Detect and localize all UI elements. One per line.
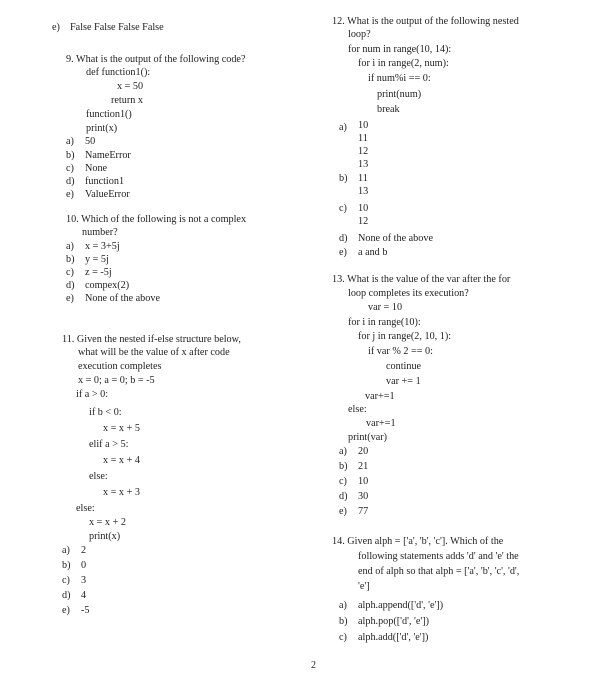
option-text: 12 [358, 146, 369, 157]
option-text: a and b [358, 247, 388, 258]
option-letter: c) [339, 203, 347, 214]
option-text: 50 [85, 136, 96, 147]
question-stem: 12. What is the output of the following nested [332, 16, 519, 27]
option-letter: d) [339, 233, 348, 244]
option-letter: a) [339, 600, 347, 611]
option-letter: d) [66, 280, 75, 291]
code-line: for j in range(2, 10, 1): [358, 331, 452, 342]
code-line: if b < 0: [89, 407, 122, 418]
question-stem: execution completes [78, 361, 162, 372]
code-line: x = x + 2 [89, 517, 126, 528]
code-line: var = 10 [368, 302, 403, 313]
question-stem: 14. Given alph = ['a', 'b', 'c']. Which of the [332, 536, 504, 547]
question-stem: 13. What is the value of the var after the for [332, 274, 511, 285]
option-text: compex(2) [85, 280, 130, 291]
option-text: x = 3+5j [85, 241, 120, 252]
code-line: break [377, 104, 400, 115]
option-letter: a) [66, 241, 74, 252]
option-letter: c) [66, 163, 74, 174]
option-letter: d) [66, 176, 75, 187]
option-text: 77 [358, 506, 369, 517]
option-text: alph.add(['d', 'e']) [358, 632, 429, 643]
code-line: if var % 2 == 0: [368, 346, 433, 357]
question-stem: 'e'] [358, 581, 370, 592]
code-line: for i in range(10): [348, 317, 421, 328]
option-letter: e) [66, 293, 74, 304]
option-letter: c) [66, 267, 74, 278]
question-stem: 9. What is the output of the following code? [66, 54, 246, 65]
option-text: 2 [81, 545, 87, 556]
option-text: 12 [358, 216, 369, 227]
code-line: function1() [86, 109, 132, 120]
question-stem: 10. Which of the following is not a complex [66, 214, 247, 225]
option-letter: e) [62, 605, 70, 616]
question-stem: 11. Given the nested if-else structure below, [62, 334, 241, 345]
option-text: 10 [358, 203, 369, 214]
option-letter: d) [62, 590, 71, 601]
option-text: 11 [358, 133, 368, 144]
option-text: False False False False [70, 22, 164, 33]
option-letter: e) [339, 247, 347, 258]
question-stem: following statements adds 'd' and 'e' the [358, 551, 519, 562]
option-text: 13 [358, 159, 369, 170]
option-text: None of the above [85, 293, 160, 304]
option-letter: b) [339, 173, 348, 184]
option-text: 21 [358, 461, 369, 472]
option-text: alph.pop(['d', 'e']) [358, 616, 429, 627]
question-stem: what will be the value of x after code [78, 347, 230, 358]
option-text: 20 [358, 446, 369, 457]
option-text: 13 [358, 186, 369, 197]
code-line: print(x) [86, 123, 118, 134]
option-text: z = -5j [85, 267, 112, 278]
question-stem: loop? [348, 29, 371, 40]
code-line: for i in range(2, num): [358, 58, 449, 69]
code-line: x = x + 4 [103, 455, 140, 466]
option-text: None [85, 163, 108, 174]
option-letter: d) [339, 491, 348, 502]
code-line: var+=1 [366, 418, 396, 429]
code-line: print(var) [348, 432, 388, 443]
option-text: 3 [81, 575, 87, 586]
code-line: print(num) [377, 89, 422, 100]
code-line: print(x) [89, 531, 121, 542]
code-line: x = x + 5 [103, 423, 140, 434]
code-line: else: [348, 404, 367, 415]
code-line: for num in range(10, 14): [348, 44, 452, 55]
option-letter: e) [52, 22, 60, 33]
code-line: elif a > 5: [89, 439, 129, 450]
option-letter: c) [339, 476, 347, 487]
code-line: else: [89, 471, 108, 482]
question-stem: loop completes its execution? [348, 288, 469, 299]
option-text: alph.append(['d', 'e']) [358, 600, 444, 611]
option-text: y = 5j [85, 254, 109, 265]
page-number: 2 [311, 660, 316, 671]
option-text: 11 [358, 173, 368, 184]
code-line: x = 0; a = 0; b = -5 [78, 375, 155, 386]
option-letter: a) [339, 446, 347, 457]
option-letter: e) [66, 189, 74, 200]
option-letter: a) [62, 545, 70, 556]
code-line: x = x + 3 [103, 487, 140, 498]
option-text: 0 [81, 560, 87, 571]
code-line: if num%i == 0: [368, 73, 431, 84]
option-letter: c) [339, 632, 347, 643]
option-text: NameError [85, 150, 131, 161]
option-letter: b) [62, 560, 71, 571]
option-letter: b) [66, 150, 75, 161]
code-line: continue [386, 361, 422, 372]
code-line: if a > 0: [76, 389, 109, 400]
option-text: function1 [85, 176, 125, 187]
code-line: else: [76, 503, 95, 514]
option-letter: b) [339, 616, 348, 627]
code-line: return x [111, 95, 143, 106]
question-stem: end of alph so that alph = ['a', 'b', 'c', 'd', [358, 566, 520, 577]
option-letter: a) [66, 136, 74, 147]
option-text: ValueError [85, 189, 130, 200]
question-stem: number? [82, 227, 118, 238]
option-letter: a) [339, 122, 347, 133]
option-letter: b) [66, 254, 75, 265]
option-text: 30 [358, 491, 369, 502]
code-line: def function1(): [86, 67, 151, 78]
option-letter: c) [62, 575, 70, 586]
code-line: var += 1 [386, 376, 421, 387]
option-letter: b) [339, 461, 348, 472]
code-line: var+=1 [365, 391, 395, 402]
option-text: None of the above [358, 233, 433, 244]
option-text: 10 [358, 476, 369, 487]
option-text: 10 [358, 120, 369, 131]
option-text: -5 [81, 605, 90, 616]
option-text: 4 [81, 590, 87, 601]
code-line: x = 50 [117, 81, 144, 92]
option-letter: e) [339, 506, 347, 517]
